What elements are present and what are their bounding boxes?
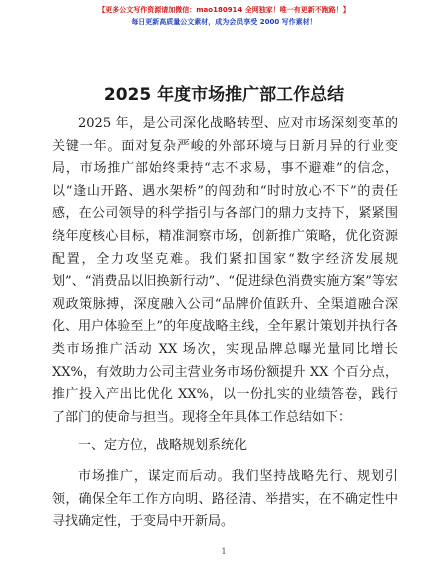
promo-banner-line-1: 【更多公文写作资源请加微信：mao180914 全网独家！唯一有更新不跑路！】 (98, 6, 350, 14)
page-number: 1 (221, 547, 227, 556)
intro-paragraph: 2025 年，是公司深化战略转型、应对市场深刻变革的关键一年。面对复杂严峻的外部环境与日新月异的行业变局，市场推广部始终秉持“志不求易，事不避难”的信念，以“逢山开路、遇水架桥”的闯劲和“时时放心不下”的责任感，在公司领导的科学指引与各部门的鼎力支持下，紧紧围绕年度核心目标，精准洞察市场，创新推广策略，优化资源配置，全力攻坚克难。我们紧扣国家“数字经济发展规划”、“消费品以旧换新行动”、“促进绿色消费实施方案”等宏观政策脉搏，深度融入公司“品牌价值跃升、全渠道融合深化、用户体验至上”的年度战略主线，全年累计策划并执行各类市场推广活动 XX 场次，实现品牌总曝光量同比增长 XX%，有效助力公司主营业务市场份额提升 XX 个百分点，推广投入产出比优化 XX%，以一份扎实的业绩答卷，践行了部门的使命与担当。现将全年具体工作总结如下： (52, 116, 398, 425)
section-1-paragraph: 市场推广，谋定而后动。我们坚持战略先行、规划引领，确保全年工作方向明、路径清、举措实，在不确定性中寻找确定性，于变局中开新局。 (52, 468, 398, 530)
promo-banner-line-2: 每日更新高质量公文素材，成为会员享受 2000 写作素材！ (131, 18, 317, 26)
promo-banner (0, 4, 448, 28)
section-1-heading: 一、定方位，战略规划系统化 (78, 438, 248, 454)
document-title: 2025 年度市场推广部工作总结 (103, 85, 345, 105)
document-body (52, 113, 398, 534)
